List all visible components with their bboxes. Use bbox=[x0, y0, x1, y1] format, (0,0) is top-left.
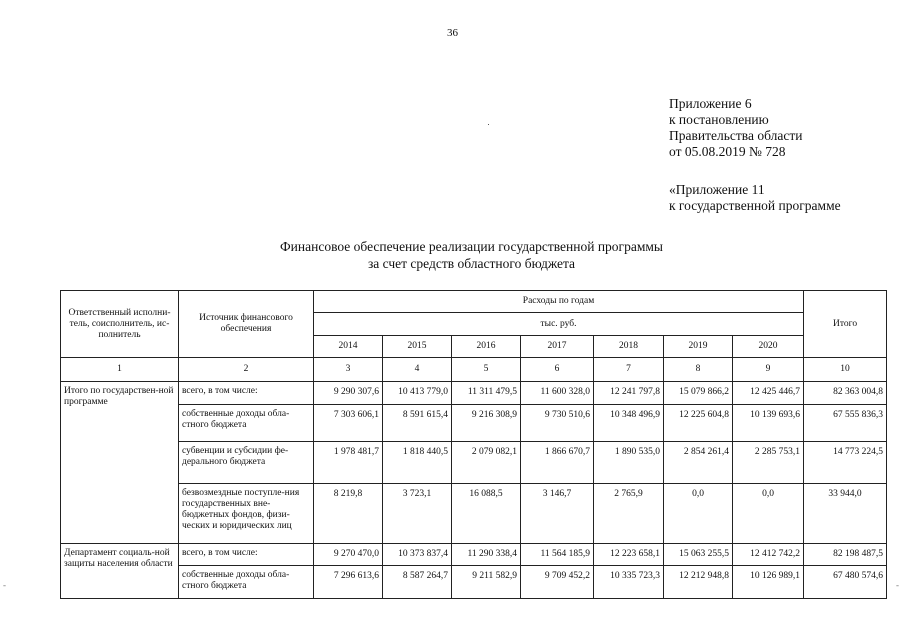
value-cell: 10 373 837,4 bbox=[383, 544, 452, 566]
value-cell: 12 225 604,8 bbox=[664, 405, 733, 442]
right-margin-mark: - bbox=[896, 580, 899, 590]
source-cell: всего, в том числе: bbox=[179, 382, 314, 405]
table-row bbox=[61, 484, 887, 544]
title-line-2: за счет средств областного бюджета bbox=[367, 256, 576, 271]
value-cell: 9 216 308,9 bbox=[452, 405, 521, 442]
total-cell: 14 773 224,5 bbox=[804, 442, 887, 484]
value-cell: 12 223 658,1 bbox=[594, 544, 664, 566]
header-year: 2020 bbox=[733, 336, 804, 358]
value-cell: 12 412 742,2 bbox=[733, 544, 804, 566]
total-cell: 67 480 574,6 bbox=[804, 566, 887, 599]
col-number: 3 bbox=[314, 358, 383, 382]
value-cell: 2 854 261,4 bbox=[664, 442, 733, 484]
value-cell: 10 413 779,0 bbox=[383, 382, 452, 405]
value-cell: 7 296 613,6 bbox=[314, 566, 383, 599]
scan-speck bbox=[488, 124, 489, 125]
header-year: 2018 bbox=[594, 336, 664, 358]
spacer bbox=[669, 160, 841, 182]
table-row bbox=[61, 544, 887, 566]
source-cell: собственные доходы обла-стного бюджета bbox=[179, 566, 314, 599]
appendix-line: к государственной программе bbox=[669, 198, 841, 213]
document-title bbox=[0, 238, 905, 272]
value-cell: 2 285 753,1 bbox=[733, 442, 804, 484]
table-row bbox=[61, 442, 887, 484]
total-cell: 67 555 836,3 bbox=[804, 405, 887, 442]
header-year: 2015 bbox=[383, 336, 452, 358]
value-cell: 10 139 693,6 bbox=[733, 405, 804, 442]
header-expenses: Расходы по годам bbox=[314, 291, 804, 313]
value-cell: 12 212 948,8 bbox=[664, 566, 733, 599]
source-cell: собственные доходы обла-стного бюджета bbox=[179, 405, 314, 442]
total-cell: 82 198 487,5 bbox=[804, 544, 887, 566]
value-cell: 1 818 440,5 bbox=[383, 442, 452, 484]
value-cell: 9 290 307,6 bbox=[314, 382, 383, 405]
appendix-line: от 05.08.2019 № 728 bbox=[669, 144, 786, 159]
col-number: 1 bbox=[61, 358, 179, 382]
value-cell: 10 348 496,9 bbox=[594, 405, 664, 442]
value-cell: 11 600 328,0 bbox=[521, 382, 594, 405]
value-cell: 2 765,9 bbox=[594, 484, 664, 544]
value-cell: 1 978 481,7 bbox=[314, 442, 383, 484]
value-cell: 12 425 446,7 bbox=[733, 382, 804, 405]
header-year: 2014 bbox=[314, 336, 383, 358]
col-number: 4 bbox=[383, 358, 452, 382]
value-cell: 0,0 bbox=[733, 484, 804, 544]
col-number: 8 bbox=[664, 358, 733, 382]
value-cell: 15 063 255,5 bbox=[664, 544, 733, 566]
total-cell: 33 944,0 bbox=[804, 484, 887, 544]
value-cell: 3 723,1 bbox=[383, 484, 452, 544]
value-cell: 9 709 452,2 bbox=[521, 566, 594, 599]
value-cell: 7 303 606,1 bbox=[314, 405, 383, 442]
value-cell: 11 290 338,4 bbox=[452, 544, 521, 566]
table-row bbox=[61, 566, 887, 599]
value-cell: 2 079 082,1 bbox=[452, 442, 521, 484]
value-cell: 16 088,5 bbox=[452, 484, 521, 544]
header-responsible: Ответственный исполни-тель, соисполнитель, ис-полнитель bbox=[61, 291, 179, 358]
responsible-cell: Департамент социаль-ной защиты населения области bbox=[61, 544, 179, 599]
appendix-line: к постановлению bbox=[669, 112, 769, 127]
col-number: 6 bbox=[521, 358, 594, 382]
responsible-cell: Итого по государствен-ной программе bbox=[61, 382, 179, 544]
col-number: 9 bbox=[733, 358, 804, 382]
value-cell: 9 211 582,9 bbox=[452, 566, 521, 599]
appendix-line: Приложение 6 bbox=[669, 96, 752, 111]
appendix-line: Правительства области bbox=[669, 128, 803, 143]
value-cell: 15 079 866,2 bbox=[664, 382, 733, 405]
col-number: 2 bbox=[179, 358, 314, 382]
value-cell: 1 890 535,0 bbox=[594, 442, 664, 484]
appendix-line: «Приложение 11 bbox=[669, 182, 765, 197]
source-cell: субвенции и субсидии фе-дерального бюджета bbox=[179, 442, 314, 484]
header-source: Источник финансового обеспечения bbox=[179, 291, 314, 358]
value-cell: 12 241 797,8 bbox=[594, 382, 664, 405]
header-unit: тыс. руб. bbox=[314, 313, 804, 336]
value-cell: 10 335 723,3 bbox=[594, 566, 664, 599]
table-row bbox=[61, 382, 887, 405]
header-year: 2019 bbox=[664, 336, 733, 358]
header-year: 2016 bbox=[452, 336, 521, 358]
value-cell: 9 730 510,6 bbox=[521, 405, 594, 442]
title-line-1: Финансовое обеспечение реализации государственной программы bbox=[280, 239, 663, 254]
source-cell: безвозмездные поступле-ния государственных вне-бюджетных фондов, физи-ческих и юридических лиц bbox=[179, 484, 314, 544]
value-cell: 0,0 bbox=[664, 484, 733, 544]
left-margin-mark: - bbox=[3, 580, 6, 590]
value-cell: 8 591 615,4 bbox=[383, 405, 452, 442]
value-cell: 8 219,8 bbox=[314, 484, 383, 544]
col-number: 7 bbox=[594, 358, 664, 382]
col-number: 10 bbox=[804, 358, 887, 382]
value-cell: 11 564 185,9 bbox=[521, 544, 594, 566]
total-cell: 82 363 004,8 bbox=[804, 382, 887, 405]
header-year: 2017 bbox=[521, 336, 594, 358]
appendix-block bbox=[669, 96, 841, 214]
table-row bbox=[61, 405, 887, 442]
value-cell: 9 270 470,0 bbox=[314, 544, 383, 566]
value-cell: 10 126 989,1 bbox=[733, 566, 804, 599]
col-number: 5 bbox=[452, 358, 521, 382]
source-cell: всего, в том числе: bbox=[179, 544, 314, 566]
header-total: Итого bbox=[804, 291, 887, 358]
value-cell: 8 587 264,7 bbox=[383, 566, 452, 599]
value-cell: 1 866 670,7 bbox=[521, 442, 594, 484]
value-cell: 3 146,7 bbox=[521, 484, 594, 544]
value-cell: 11 311 479,5 bbox=[452, 382, 521, 405]
page-number: 36 bbox=[447, 27, 458, 39]
budget-table bbox=[60, 290, 887, 599]
